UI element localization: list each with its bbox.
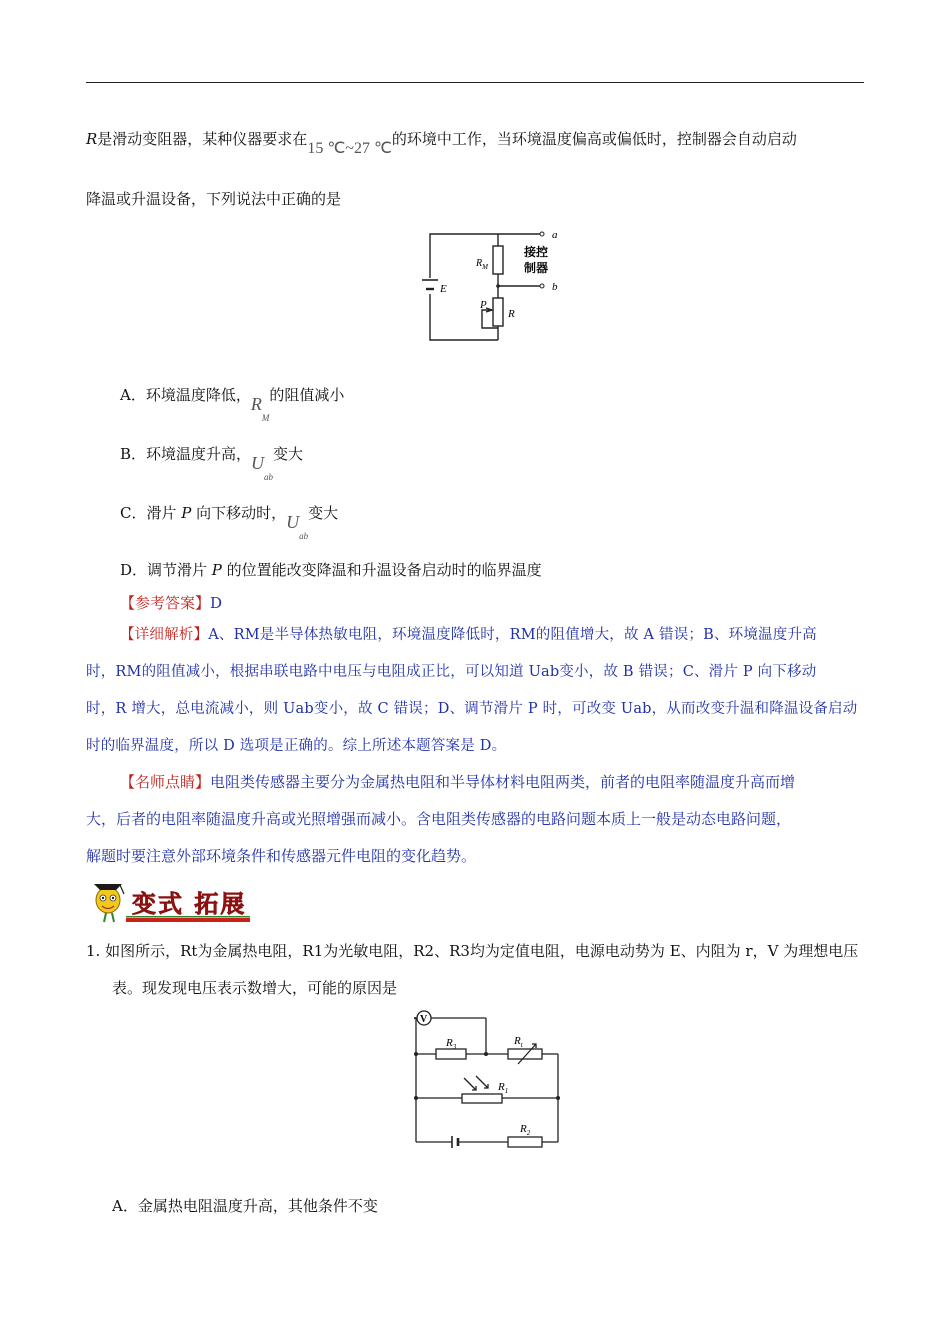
option-c[interactable]: C．滑片 P 向下移动时，$U_{ab}$变大 xyxy=(120,504,339,541)
r1-label: $R_1$ xyxy=(498,1081,509,1095)
option-a[interactable]: A．环境温度降低，$R_M$的阻值减小 xyxy=(120,386,345,423)
emf-label: E xyxy=(440,283,447,295)
teacher-tip: 【名师点睛】电阻类传感器主要分为金属热电阻和半导体材料电阻两类，前者的电阻率随温度升高而增 大，后者的电阻率随温度升高或光照增强而减小。含电阻类传感器的电路问题本质上一般是动态电路问题， 解题时要注意外部环境条件和传感器元件电阻的变化趋势。 xyxy=(86,773,796,865)
detailed-analysis: 【详细解析】A、RM是半导体热敏电阻，环境温度降低时，RM的阻值增大，故 A 错误；B、环境温度升高 时，RM的阻值减小，根据串联电路中电压与电阻成正比，可以知道 Uab变小，故 B 错误；C、滑片 P 向下移动 时，R 增大，总电流减小，则 Uab变小，故 C 错误；D、调节滑片 P 时，可改变 Uab，从而改变升温和降温设备启动 时的临界温度，所以 D 选项是正确的。综上所述本题答案是 D。 xyxy=(86,627,858,754)
question-intro-line2: 降温或升温设备，下列说法中正确的是 xyxy=(86,190,342,208)
symbol-rm: $R_M$ xyxy=(250,394,270,423)
option-d[interactable]: D．调节滑片 P 的位置能改变降温和升温设备启动时的临界温度 xyxy=(120,561,542,579)
symbol-uab: $U_{ab}$ xyxy=(251,453,274,482)
banner-text: 变式 拓展 xyxy=(132,890,247,918)
variant-extension-banner xyxy=(86,876,256,924)
rheostat-r-label: R xyxy=(508,308,515,320)
circuit-diagram-1 xyxy=(420,222,570,346)
question-1-line1: 1. 如图所示，Rt为金属热电阻，R1为光敏电阻，R2、R3均为定值电阻，电源电动势为 E、内阻为 r，V 为理想电压 xyxy=(86,942,859,960)
var-R: R xyxy=(86,130,98,148)
option-b[interactable]: B．环境温度升高，$U_{ab}$变大 xyxy=(120,445,304,482)
slider-p-label: P xyxy=(480,299,487,311)
symbol-uab: $U_{ab}$ xyxy=(286,512,309,541)
question-1-line2: 表。现发现电压表示数增大，可能的原因是 xyxy=(112,979,398,997)
circuit-diagram-2 xyxy=(408,1010,564,1148)
reference-answer: 【参考答案】D xyxy=(120,594,223,612)
question-intro-line1: R是滑动变阻器，某种仪器要求在15 ℃~27 ℃的环境中工作，当环境温度偏高或偏低时，控制器会自动启动 xyxy=(86,130,797,157)
analysis-label: 【详细解析】 xyxy=(120,627,209,643)
controller-label-1: 接控 xyxy=(524,245,549,259)
terminal-b-label: b xyxy=(552,281,558,293)
tip-label: 【名师点睛】 xyxy=(120,773,211,791)
question-1-option-a[interactable]: A．金属热电阻温度升高，其他条件不变 xyxy=(112,1197,378,1215)
controller-label-2: 制器 xyxy=(524,261,549,275)
temperature-range: 15 ℃~27 ℃ xyxy=(307,140,392,157)
r3-label: $R_3$ xyxy=(446,1037,457,1051)
terminal-a-label: a xyxy=(552,229,558,241)
voltmeter-label: V xyxy=(420,1014,428,1025)
r2-label: $R_2$ xyxy=(520,1123,531,1137)
rm-label: $R_M$ xyxy=(476,258,488,271)
header-rule xyxy=(86,82,864,83)
rt-label: $R_t$ xyxy=(514,1035,523,1049)
